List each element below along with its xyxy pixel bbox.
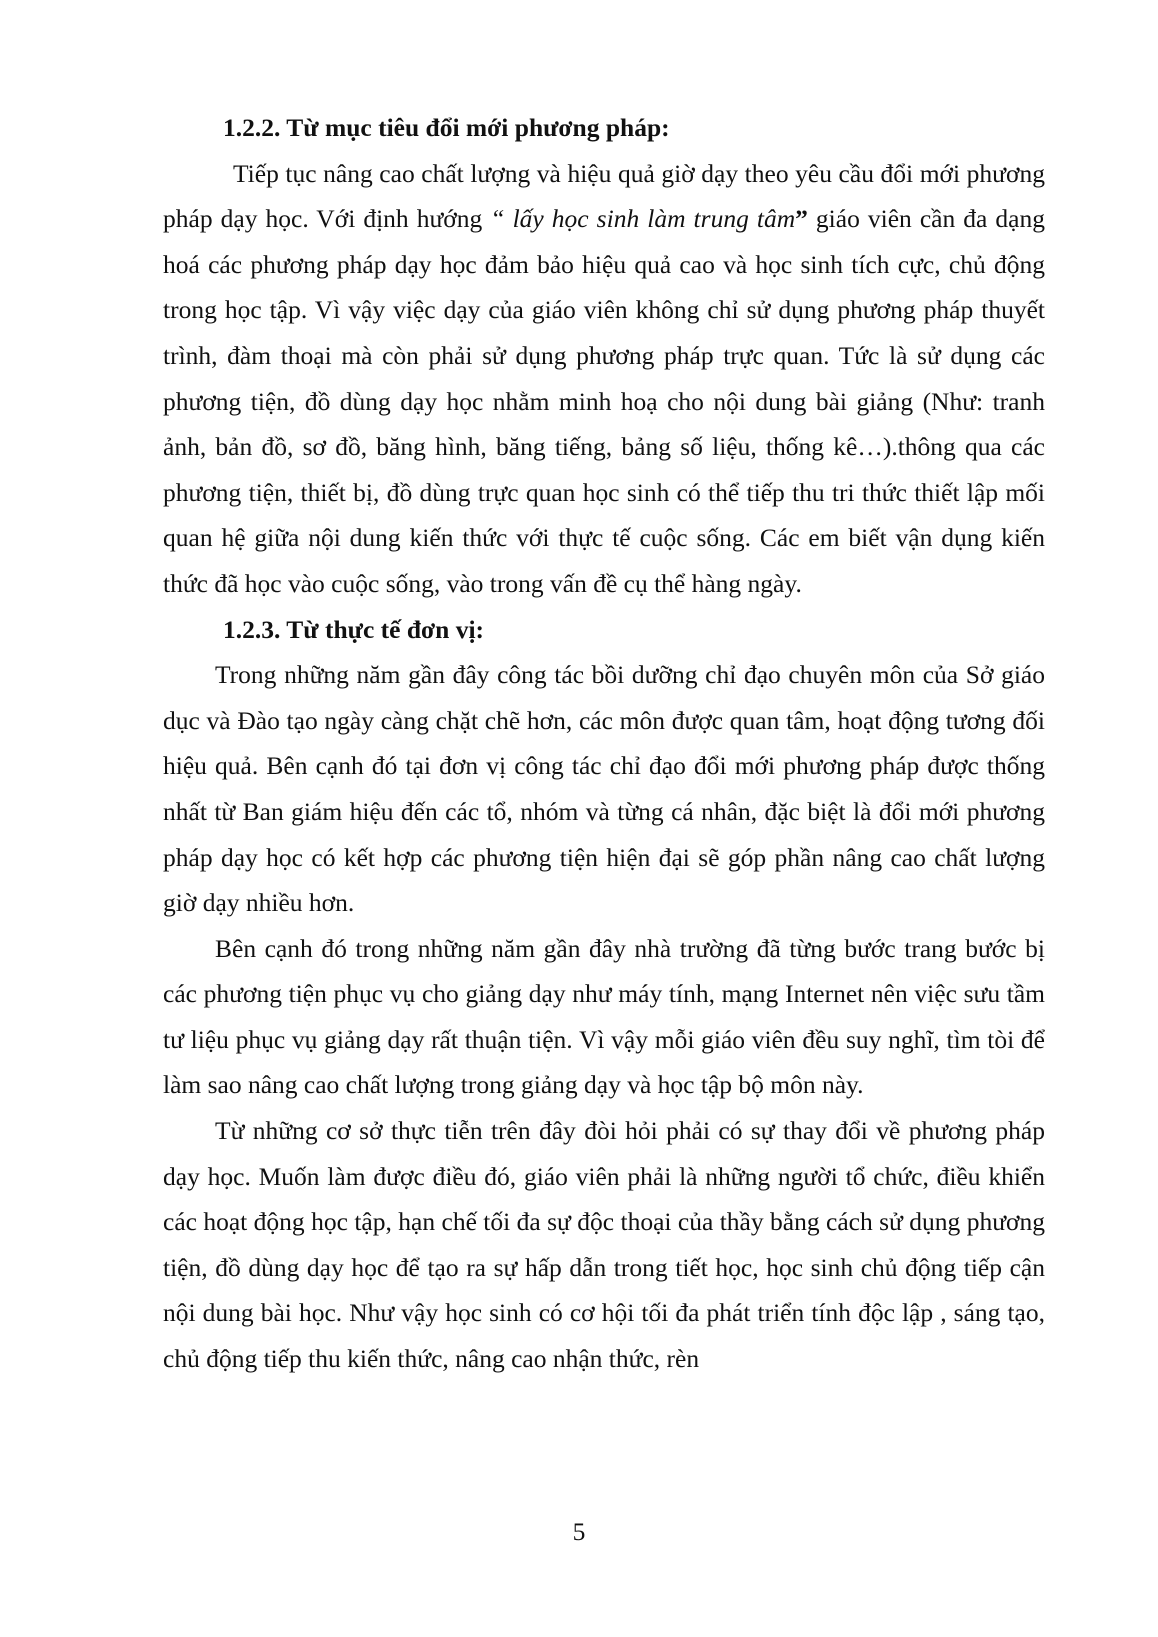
paragraph-school-equipment: Bên cạnh đó trong những năm gần đây nhà trường đã từng bước trang bước bị các phương tiện phục vụ cho giảng dạy như máy tính, mạng Internet nên việc sưu tầm tư liệu phục vụ giảng dạy rất thuận tiện. Vì vậy mỗi giáo viên đều suy nghĩ, tìm tòi để làm sao nâng cao chất lượng trong giảng dạy và học tập bộ môn này. — [163, 933, 1045, 1100]
page-number: 5 — [572, 1517, 586, 1546]
paragraph-text-end: giáo viên cần đa dạng hoá các phương pháp dạy học đảm bảo hiệu quả cao và học sinh tích cực, chủ động trong học tập. Vì vậy việc dạy của giáo viên không chỉ sử dụng phương pháp thuyết trình, đàm thoại mà còn phải sử dụng phương pháp trực quan. Tức là sử dụng các phương tiện, đồ dùng dạy học nhằm minh hoạ cho nội dung bài giảng (Như: tranh ảnh, bản đồ, sơ đồ, băng hình, băng tiếng, bảng số liệu, thống kê…).thông qua các phương tiện, thiết bị, đồ dùng trực quan học sinh có thể tiếp thu tri thức thiết lập mối quan hệ giữa nội dung kiến thức với thực tế cuộc sống. Các em biết vận dụng kiến thức đã học vào cuộc sống, vào trong vấn đề cụ thể hàng ngày. — [163, 204, 1045, 598]
quote-close-mark: ” — [795, 204, 808, 234]
paragraph-text-start: Tiếp tục nâng cao chất lượng và hiệu quả giờ dạy theo yêu cầu đổi mới phương pháp dạy học. Với định hướng — [163, 158, 1045, 234]
paragraph-objective — [163, 151, 1045, 607]
paragraph-method-change: Từ những cơ sở thực tiễn trên đây đòi hỏi phải có sự thay đổi về phương pháp dạy học. Muốn làm được điều đó, giáo viên phải là những người tổ chức, điều khiển các hoạt động học tập, hạn chế tối đa sự độc thoại của thầy bằng cách sử dụng phương tiện, đồ dùng dạy học để tạo ra sự hấp dẫn trong tiết học, học sinh chủ động tiếp cận nội dung bài học. Như vậy học sinh có cơ hội tối đa phát triển tính độc lập , sáng tạo, chủ động tiếp thu kiến thức, nâng cao nhận thức, rèn — [163, 1116, 1045, 1374]
quote-open-mark: “ — [490, 204, 513, 234]
section-heading-1-2-2: 1.2.2. Từ mục tiêu đổi mới phương pháp: — [223, 113, 670, 142]
paragraph-unit-practice: Trong những năm gần đây công tác bồi dưỡng chỉ đạo chuyên môn của Sở giáo dục và Đào tạo ngày càng chặt chẽ hơn, các môn được quan tâm, hoạt động tương đối hiệu quả. Bên cạnh đó tại đơn vị công tác chỉ đạo đổi mới phương pháp được thống nhất từ Ban giám hiệu đến các tổ, nhóm và từng cá nhân, đặc biệt là đổi mới phương pháp dạy học có kết hợp các phương tiện hiện đại sẽ góp phần nâng cao chất lượng giờ dạy nhiều hơn. — [163, 660, 1045, 918]
page-content — [163, 105, 1045, 1382]
section-heading-1-2-3: 1.2.3. Từ thực tế đơn vị: — [223, 614, 485, 644]
emphasized-text: lấy học sinh làm trung tâm — [512, 204, 796, 234]
quoted-phrase — [490, 204, 808, 233]
